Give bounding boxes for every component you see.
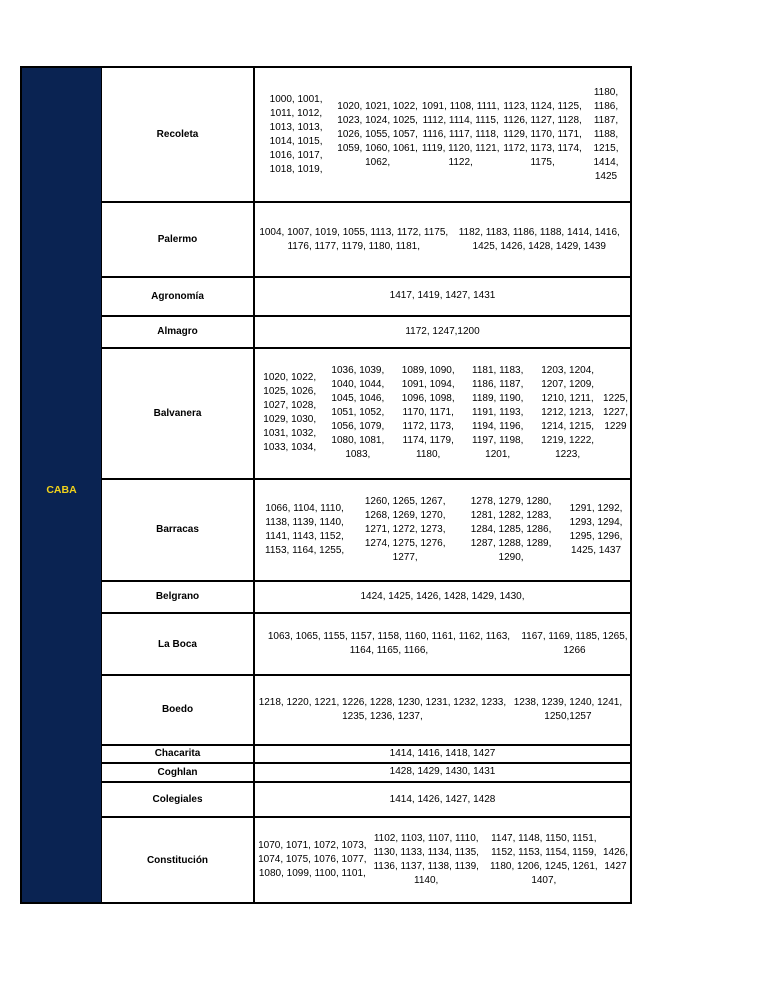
postal-code-line: 1278, 1279, 1280, 1281, 1282, 1283, 1284, 1285, 1286, 1287, 1288, 1289, 1290, xyxy=(470,495,552,563)
postal-code-line: 1428, 1429, 1430, 1431 xyxy=(389,766,496,778)
table-row xyxy=(102,203,630,278)
postal-code-line: 1020, 1021, 1022, 1023, 1024, 1025, 1026, 1055, 1057, 1059, 1060, 1061, 1062, xyxy=(337,100,418,168)
postal-codes xyxy=(255,68,630,201)
region-label: CABA xyxy=(46,484,77,496)
postal-code-line: 1167, 1169, 1185, 1265, 1266 xyxy=(521,631,628,657)
table-row xyxy=(102,746,630,764)
postal-code-line: 1000, 1001, 1011, 1012, 1013, 1013, 1014, 1015, 1016, 1017, 1018, 1019, xyxy=(269,93,323,175)
neighborhood-name: Agronomía xyxy=(102,278,255,315)
postal-code-line: 1260, 1265, 1267, 1268, 1269, 1270, 1271, 1272, 1273, 1274, 1275, 1276, 1277, xyxy=(364,495,446,563)
postal-codes xyxy=(255,317,630,347)
neighborhood-name: Almagro xyxy=(102,317,255,347)
table-row xyxy=(102,764,630,783)
postal-codes xyxy=(255,278,630,315)
postal-codes xyxy=(255,764,630,781)
postal-code-line: 1180, 1186, 1187, 1188, 1215, 1414, 1425 xyxy=(593,86,619,182)
table-row xyxy=(102,317,630,349)
neighborhood-name: La Boca xyxy=(102,614,255,674)
postal-code-line: 1181, 1183, 1186, 1187, 1189, 1190, 1191, 1193, 1194, 1196, 1197, 1198, 1201, xyxy=(472,365,524,461)
postal-code-line: 1218, 1220, 1221, 1226, 1228, 1230, 1231, 1232, 1233, 1235, 1236, 1237, xyxy=(258,696,507,722)
table-row xyxy=(102,783,630,819)
postal-codes xyxy=(255,818,630,902)
table-row xyxy=(102,614,630,676)
postal-codes xyxy=(255,582,630,613)
table-row xyxy=(102,68,630,203)
postal-code-line: 1102, 1103, 1107, 1110, 1130, 1133, 1134, 1135, 1136, 1137, 1138, 1139, 1140, xyxy=(373,833,479,887)
postal-code-line: 1417, 1419, 1427, 1431 xyxy=(389,290,496,302)
neighborhood-name: Palermo xyxy=(102,203,255,276)
postal-code-line: 1203, 1204, 1207, 1209, 1210, 1211, 1212, 1213, 1214, 1215, 1219, 1222, 1223, xyxy=(541,365,595,461)
postal-code-line: 1172, 1247,1200 xyxy=(405,325,480,337)
table-row xyxy=(102,349,630,480)
postal-codes xyxy=(255,746,630,762)
postal-code-line: 1182, 1183, 1186, 1188, 1414, 1416, 1425, 1426, 1428, 1429, 1439 xyxy=(458,226,620,252)
neighborhood-rows xyxy=(102,68,630,902)
table-row xyxy=(102,582,630,615)
neighborhood-name: Colegiales xyxy=(102,783,255,817)
neighborhood-name: Barracas xyxy=(102,480,255,580)
postal-code-line: 1238, 1239, 1240, 1241, 1250,1257 xyxy=(513,696,623,722)
table-row xyxy=(102,818,630,902)
neighborhood-name: Constitución xyxy=(102,818,255,902)
postal-code-line: 1070, 1071, 1072, 1073, 1074, 1075, 1076, 1077, 1080, 1099, 1100, 1101, xyxy=(258,840,367,880)
neighborhood-name: Belgrano xyxy=(102,582,255,613)
postal-code-line: 1004, 1007, 1019, 1055, 1113, 1172, 1175, 1176, 1177, 1179, 1180, 1181, xyxy=(259,226,449,252)
neighborhood-name: Balvanera xyxy=(102,349,255,478)
postal-codes xyxy=(255,480,630,580)
postal-code-line: 1414, 1426, 1427, 1428 xyxy=(389,793,496,805)
postal-code-line: 1424, 1425, 1426, 1428, 1429, 1430, xyxy=(360,590,525,602)
postal-code-line: 1091, 1108, 1111, 1112, 1114, 1115, 1116, 1117, 1118, 1119, 1120, 1121, 1122, xyxy=(421,100,500,168)
postal-code-line: 1089, 1090, 1091, 1094, 1096, 1098, 1170, 1171, 1172, 1173, 1174, 1179, 1180, xyxy=(401,365,455,461)
postal-code-line: 1147, 1148, 1150, 1151, 1152, 1153, 1154, 1159, 1180, 1206, 1245, 1261, 1407, xyxy=(489,833,598,887)
postal-code-line: 1063, 1065, 1155, 1157, 1158, 1160, 1161, 1162, 1163, 1164, 1165, 1166, xyxy=(267,631,511,657)
postal-codes xyxy=(255,783,630,817)
postal-code-line: 1036, 1039, 1040, 1044, 1045, 1046, 1051, 1052, 1056, 1079, 1080, 1081, 1083, xyxy=(331,365,385,461)
postal-code-line: 1291, 1292, 1293, 1294, 1295, 1296, 1425, 1437 xyxy=(569,502,623,556)
neighborhood-name: Coghlan xyxy=(102,764,255,781)
postal-code-table xyxy=(20,66,632,904)
postal-codes xyxy=(255,349,630,478)
postal-code-line: 1066, 1104, 1110, 1138, 1139, 1140, 1141, 1143, 1152, 1153, 1164, 1255, xyxy=(265,502,345,556)
table-row xyxy=(102,278,630,317)
postal-codes xyxy=(255,676,630,744)
postal-codes xyxy=(255,614,630,674)
postal-code-line: 1123, 1124, 1125, 1126, 1127, 1128, 1129, 1170, 1171, 1172, 1173, 1174, 1175, xyxy=(503,100,582,168)
postal-code-line: 1225, 1227, 1229 xyxy=(602,393,629,433)
neighborhood-name: Boedo xyxy=(102,676,255,744)
postal-codes xyxy=(255,203,630,276)
table-row xyxy=(102,480,630,582)
postal-code-line: 1020, 1022, 1025, 1026, 1027, 1028, 1029, 1030, 1031, 1032, 1033, 1034, xyxy=(263,372,317,454)
neighborhood-name: Chacarita xyxy=(102,746,255,762)
region-cell xyxy=(22,68,102,902)
neighborhood-name: Recoleta xyxy=(102,68,255,201)
postal-code-line: 1426, 1427 xyxy=(602,847,628,873)
table-row xyxy=(102,676,630,746)
postal-code-line: 1414, 1416, 1418, 1427 xyxy=(389,747,496,759)
